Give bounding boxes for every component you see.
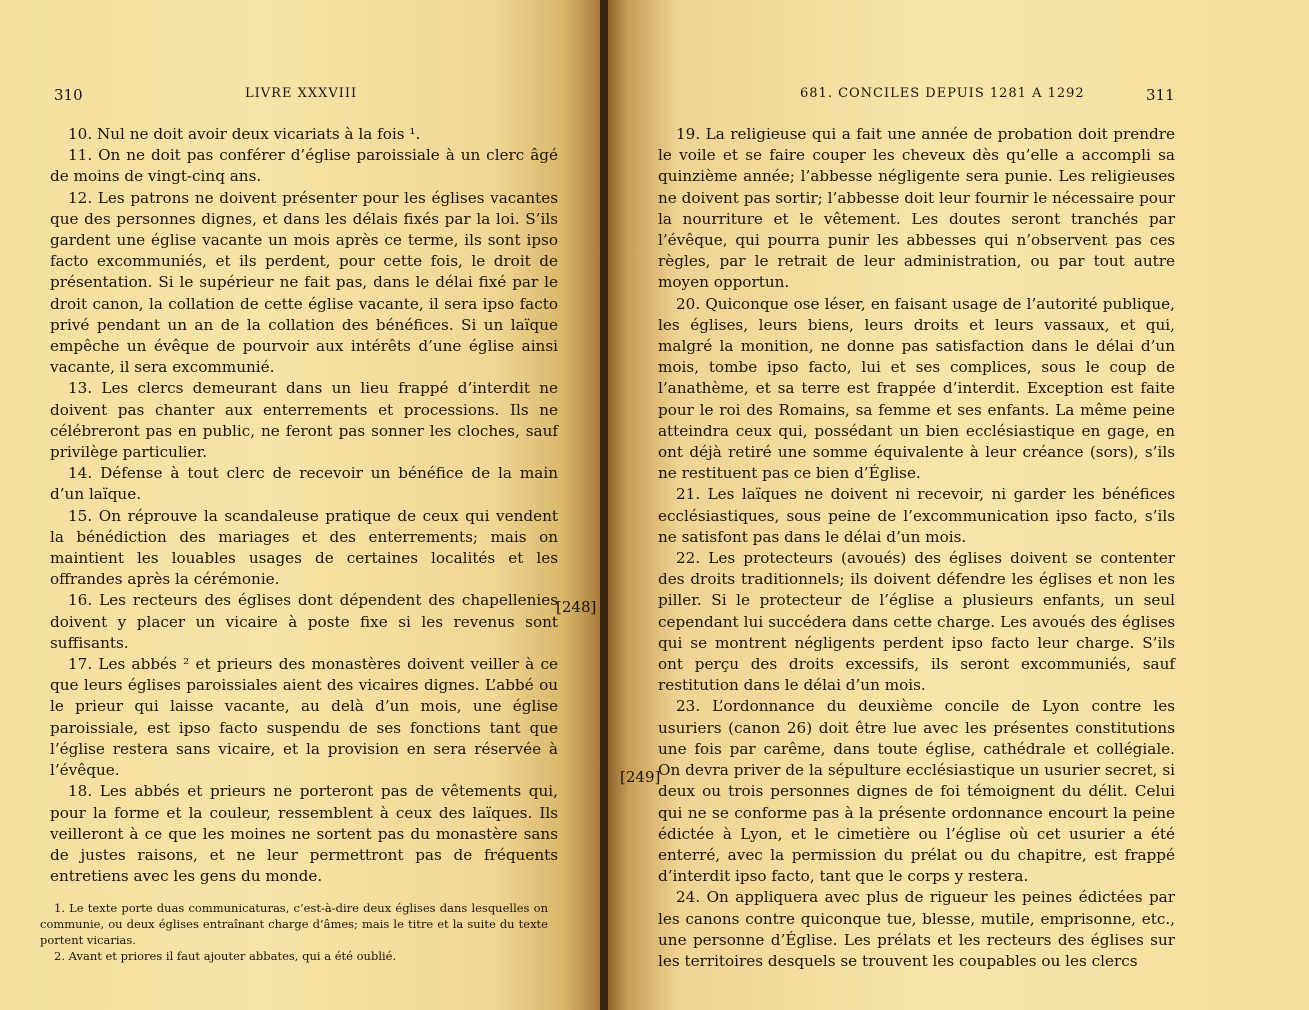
paragraph: 21. Les laïques ne doivent ni recevoir, ni garder les bénéfices ecclésiastiques, sous peine de l’excommunication ipso facto, s’ils ne satisfont pas dans le délai d’un mois.	[658, 485, 1175, 546]
book-gutter	[600, 0, 608, 1010]
paragraph: 15. On réprouve la scandaleuse pratique de ceux qui vendent la bénédiction des mariages et des enterrements; mais on maintient les louables usages de certaines localités et les offrandes après la cérémonie.	[50, 506, 558, 589]
left-header	[0, 86, 600, 110]
right-body	[658, 124, 1175, 972]
footnotes	[40, 900, 548, 964]
page-number: 310	[54, 86, 83, 104]
margin-reference: [248]	[556, 598, 597, 616]
left-page	[0, 0, 600, 1010]
paragraph: 10. Nul ne doit avoir deux vicariats à la fois ¹.	[68, 125, 421, 143]
paragraph: 17. Les abbés ² et prieurs des monastères doivent veiller à ce que leurs églises paroissiales aient des vicaires dignes. L’abbé ou le prieur qui laisse vacante, au delà d’un mois, une église paroissiale, est ipso facto suspendu de ses fonctions tant que l’église restera sans vicaire, et la provision en sera réservée à l’évêque.	[50, 655, 558, 780]
right-page	[608, 0, 1309, 1010]
paragraph: 11. On ne doit pas conférer d’église paroissiale à un clerc âgé de moins de vingt-cinq ans.	[50, 146, 558, 186]
paragraph: 13. Les clercs demeurant dans un lieu frappé d’interdit ne doivent pas chanter aux enterrements et processions. Ils ne célébreront pas en public, ne feront pas sonner les cloches, sauf privilège particulier.	[50, 379, 558, 462]
footnote: 1. Le texte porte duas communicaturas, c’est-à-dire deux églises dans lesquelles on communie, ou deux églises entraînant charge d’âmes; mais le titre et la suite du texte portent vicarias.	[40, 901, 548, 947]
footnote: 2. Avant et priores il faut ajouter abbates, qui a été oublié.	[54, 949, 397, 963]
paragraph: 24. On appliquera avec plus de rigueur les peines édictées par les canons contre quiconque tue, blesse, mutile, emprisonne, etc., une personne d’Église. Les prélats et les recteurs des églises sur les territoires desquels se trouvent les coupables ou les clercs	[658, 888, 1175, 970]
paragraph: 22. Les protecteurs (avoués) des églises doivent se contenter des droits traditionnels; ils doivent défendre les églises et non les piller. Si le protecteur de l’église a plusieurs enfants, un seul cependant lui succédera dans cette charge. Les avoués des églises qui se montrent négligents perdent ipso facto leur charge. S’ils ont perçu des droits excessifs, ils seront excommuniés, sauf restitution dans le délai d’un mois.	[658, 549, 1175, 695]
paragraph: 18. Les abbés et prieurs ne porteront pas de vêtements qui, pour la forme et la couleur, ressemblent à ceux des laïques. Ils veilleront à ce que les moines ne sortent pas du monastère sans de justes raisons, et ne leur permettront pas de fréquents entretiens avec les gens du monde.	[50, 782, 558, 886]
right-header	[608, 86, 1309, 110]
paragraph: 14. Défense à tout clerc de recevoir un bénéfice de la main d’un laïque.	[50, 464, 558, 504]
page-number: 311	[1146, 86, 1175, 104]
running-head: 681. CONCILES DEPUIS 1281 A 1292	[800, 86, 1085, 101]
paragraph: 23. L’ordonnance du deuxième concile de Lyon contre les usuriers (canon 26) doit être lue avec les présentes constitutions une fois par carême, dans toute église, cathédrale et collégiale. On devra priver de la sépulture ecclésiastique un usurier secret, si deux ou trois personnes dignes de foi témoignent du délit. Celui qui ne se conforme pas à la présente ordonnance encourt la peine édictée à Lyon, et le cimetière ou l’église où cet usurier a été enterré, avec la permission du prélat ou du chapitre, est frappé d’interdit ipso facto, tant que le corps y restera.	[658, 697, 1175, 886]
left-body	[50, 124, 558, 887]
running-head: LIVRE XXXVIII	[245, 86, 358, 101]
margin-reference: [249]	[620, 768, 661, 786]
paragraph: 12. Les patrons ne doivent présenter pour les églises vacantes que des personnes dignes, et dans les délais fixés par la loi. S’ils gardent une église vacante un mois après ce terme, ils sont ipso facto excommuniés, et ils perdent, pour cette fois, le droit de présentation. Si le supérieur ne fait pas, dans le délai fixé par le droit canon, la collation de cette église vacante, il sera ipso facto privé pendant un an de la collation des bénéfices. Si un laïque empêche un évêque de pourvoir aux intérêts d’une église ainsi vacante, il sera excommunié.	[50, 188, 558, 377]
paragraph: 19. La religieuse qui a fait une année de probation doit prendre le voile et se faire couper les cheveux dès qu’elle a accompli sa quinzième année; l’abbesse négligente sera punie. Les religieuses ne doivent pas sortir; l’abbesse doit leur fournir le nécessaire pour la nourriture et le vêtement. Les doutes seront tranchés par l’évêque, qui pourra punir les abbesses qui n’observent pas ces règles, par le retrait de leur administration, ou par tout autre moyen opportun.	[658, 125, 1175, 292]
paragraph: 16. Les recteurs des églises dont dépendent des chapellenies doivent y placer un vicaire à poste fixe si les revenus sont suffisants.	[50, 591, 558, 652]
paragraph: 20. Quiconque ose léser, en faisant usage de l’autorité publique, les églises, leurs biens, leurs droits et leurs vassaux, et qui, malgré la monition, ne donne pas satisfaction dans le délai d’un mois, tombe ipso facto, lui et ses complices, sous le coup de l’anathème, et sa terre est frappée d’interdit. Exception est faite pour le roi des Romains, sa femme et ses enfants. La même peine atteindra ceux qui, possédant un bien ecclésiastique en gage, en ont déjà retiré une somme équivalente à leur créance (sors), s’ils ne restituent pas ce bien d’Église.	[658, 294, 1175, 483]
